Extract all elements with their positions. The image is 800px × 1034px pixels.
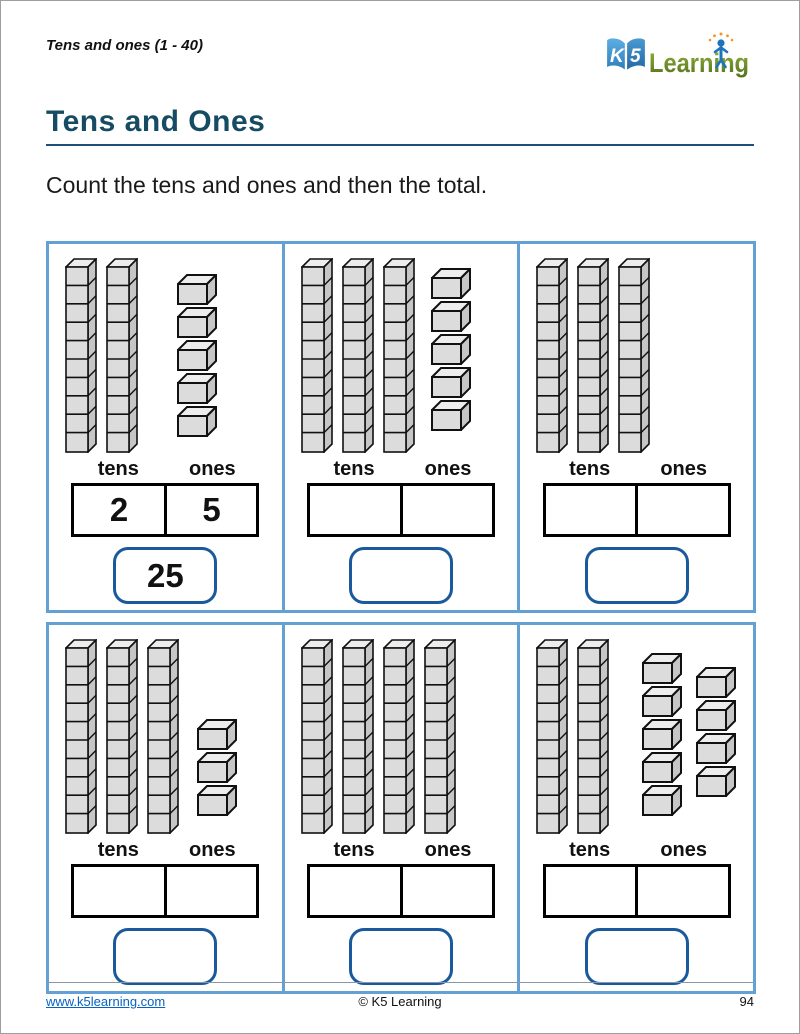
ones-answer-box[interactable] [635,486,728,534]
ones-cube [696,766,736,797]
tens-rod [301,258,333,453]
total-answer-box[interactable] [113,928,217,985]
place-value-labels [307,839,495,862]
ones-label: ones [424,839,472,861]
ones-answer-box[interactable] [164,867,257,915]
ones-cube [696,667,736,698]
ones-cube [177,406,217,437]
tens-answer-box[interactable] [546,486,636,534]
ones-label: ones [660,458,708,480]
problem-cell-3 [517,244,753,610]
grid-row-2 [46,622,756,994]
ones-cube [431,301,471,332]
ones-cube [431,367,471,398]
tens-label: tens [97,458,139,480]
tens-rod [106,639,138,834]
copyright-text: © K5 Learning [358,994,442,1009]
tens-rod [536,639,568,834]
total-answer-box[interactable] [349,928,453,985]
total-answer-box[interactable] [585,547,689,604]
base-ten-blocks [285,244,518,454]
tens-rod [65,258,97,453]
tens-rods-group [285,625,518,834]
place-value-table [71,483,259,537]
tens-label: tens [333,839,375,861]
ones-label: ones [188,839,236,861]
ones-answer-box[interactable] [635,867,728,915]
ones-cube [696,733,736,764]
tens-rod [106,258,138,453]
tens-rod [301,639,333,834]
ones-cube [642,785,682,816]
ones-answer-box[interactable]: 5 [164,486,257,534]
tens-rods-group [49,625,282,834]
page-title: Tens and Ones [46,105,266,138]
ones-answer-box[interactable] [400,867,493,915]
ones-cube [642,752,682,783]
tens-label: tens [569,458,611,480]
ones-cube [431,334,471,365]
place-value-table [307,483,495,537]
place-value-table [543,483,731,537]
website-link[interactable]: www.k5learning.com [46,994,166,1009]
ones-cubes-column [696,667,736,797]
base-ten-blocks [49,625,282,835]
total-answer-box[interactable] [585,928,689,985]
tens-answer-box[interactable] [74,867,164,915]
tens-rod [536,258,568,453]
ones-cubes-column [431,268,471,431]
grid-row-1 [46,241,756,613]
page-footer [46,982,754,1009]
worksheet-subtitle: Tens and ones (1 - 40) [46,37,203,54]
tens-rod [618,258,650,453]
ones-cube [177,340,217,371]
tens-label: tens [333,458,375,480]
base-ten-blocks [285,625,518,835]
tens-rod [65,639,97,834]
place-value-table [71,864,259,918]
tens-answer-box[interactable] [310,486,400,534]
base-ten-blocks [520,244,753,454]
ones-cube [431,400,471,431]
place-value-labels [543,458,731,481]
tens-label: tens [569,839,611,861]
place-value-table [307,864,495,918]
ones-cubes-column [642,653,682,816]
problems-grid [46,241,756,994]
place-value-labels [71,839,259,862]
base-ten-blocks [49,244,282,454]
tens-rod [383,258,415,453]
place-value-labels [543,839,731,862]
place-value-labels [71,458,259,481]
tens-rods-group [520,244,753,453]
ones-cube [197,785,237,816]
place-value-table [543,864,731,918]
place-value-labels [307,458,495,481]
page-header [46,29,754,83]
ones-cube [696,700,736,731]
svg-text:5: 5 [630,46,641,67]
ones-cube [642,719,682,750]
tens-rod [342,639,374,834]
instructions-text: Count the tens and ones and then the total. [46,172,488,198]
ones-label: ones [660,839,708,861]
problem-cell-2 [282,244,518,610]
tens-label: tens [97,839,139,861]
tens-rod [342,258,374,453]
k5-learning-logo [602,29,754,83]
base-ten-blocks [520,625,753,835]
ones-cube [197,719,237,750]
tens-rod [424,639,456,834]
ones-cube [642,686,682,717]
page-number: 94 [739,994,754,1009]
ones-cube [177,274,217,305]
ones-cubes-column [197,719,237,816]
tens-rod [577,639,609,834]
tens-rod [383,639,415,834]
ones-cube [642,653,682,684]
ones-cubes-column [177,274,217,437]
tens-rods-group [49,244,282,453]
tens-rod [577,258,609,453]
ones-label: ones [188,458,236,480]
tens-rods-group [285,244,518,453]
tens-answer-box[interactable]: 2 [109,491,129,528]
problem-cell-5 [282,625,518,991]
tens-answer-box[interactable] [546,867,636,915]
ones-cube [197,752,237,783]
problem-cell-4 [49,625,282,991]
book-icon [606,37,646,72]
total-answer-box[interactable] [349,547,453,604]
problem-cell-6 [517,625,753,991]
logo-learning-text: Learning [649,48,749,78]
problem-cell-1 [49,244,282,610]
ones-cube [177,373,217,404]
ones-cube [431,268,471,299]
ones-cube [177,307,217,338]
title-divider [46,144,754,146]
tens-rod [147,639,179,834]
total-answer-box[interactable]: 25 [113,547,217,604]
ones-answer-box[interactable] [400,486,493,534]
svg-text:K: K [610,46,624,67]
tens-answer-box[interactable] [310,867,400,915]
ones-label: ones [424,458,472,480]
